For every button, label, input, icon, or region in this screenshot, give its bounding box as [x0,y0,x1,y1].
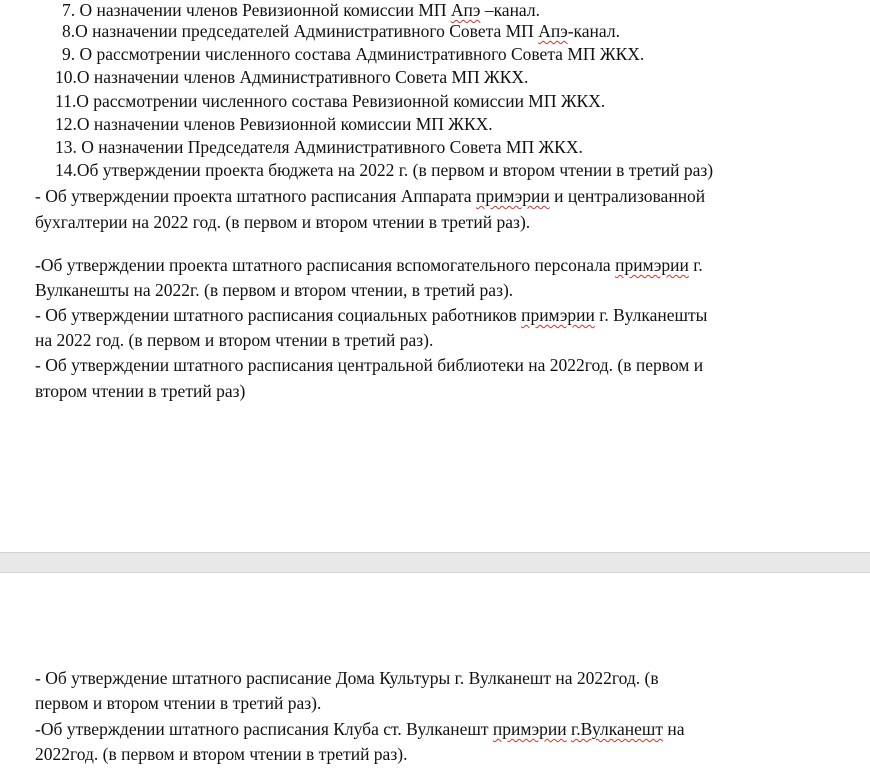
spellcheck-word: Апэ [450,0,481,20]
item-number: 10. [55,67,77,87]
agenda-item-9 [62,43,644,65]
text: г. [688,255,703,275]
paragraph-line [35,185,705,207]
paragraph-line: 2022год. (в первом и втором чтении в третий раз). [35,744,408,764]
paragraph-line: втором чтении в третий раз) [35,381,246,401]
text: на [663,719,685,739]
spellcheck-word: примэрии [615,255,689,275]
agenda-item-10 [55,66,528,88]
text: -Об утверждении проекта штатного расписания вспомогательного персонала [35,255,616,275]
spellcheck-word: примэрии [492,719,567,739]
text: -Об утверждении штатного расписания Клуба ст. Вулканешт [35,719,493,739]
document-page-2 [0,573,870,771]
item-text: О рассмотрении численного состава Ревизионной комиссии МП ЖКХ. [76,91,606,111]
spellcheck-word: примэрии [521,305,595,325]
paragraph-line: - Об утверждении штатного расписания центральной библиотеки на 2022год. (в первом и [35,355,704,375]
item-text: О назначении председателей Административного Совета МП [75,21,539,41]
agenda-item-12 [55,113,493,135]
paragraph-line: на 2022 год. (в первом и втором чтении в третий раз). [35,330,434,350]
item-text-end: –канал. [480,0,540,20]
item-text: О назначении членов Ревизионной комиссии МП ЖКХ. [76,114,493,134]
item-number: 12. [55,114,77,134]
agenda-item-11 [55,90,605,112]
spellcheck-word: Апэ [538,21,568,41]
item-text: О рассмотрении численного состава Административного Совета МП ЖКХ. [75,44,645,64]
item-text: Об утверждении проекта бюджета на 2022 г. (в первом и втором чтении в третий раз) [76,160,714,180]
paragraph-line: бухгалтерии на 2022 год. (в первом и втором чтении в третий раз). [35,212,531,232]
item-number: 7. [62,0,76,20]
item-number: 11. [55,91,77,111]
item-number: 13. [55,137,77,157]
text: - Об утверждении штатного расписания социальных работников [35,305,522,325]
paragraph-line: - Об утверждение штатного расписание Дома Культуры г. Вулканешт на 2022год. (в [35,668,659,688]
paragraph-line: первом и втором чтении в третий раз). [35,693,322,713]
text: г. Вулканешты [594,305,708,325]
item-text: О назначении членов Ревизионной комиссии МП [75,0,451,20]
paragraph-line [35,254,703,276]
spellcheck-word: примэрии [475,186,550,206]
agenda-item-7 [62,0,540,21]
item-number: 14. [55,160,77,180]
paragraph-line: Вулканешты на 2022г. (в первом и втором чтении, в третий раз). [35,280,514,300]
item-text: О назначении членов Административного Совета МП ЖКХ. [76,67,529,87]
item-number: 9. [62,44,76,64]
item-number: 8. [62,21,76,41]
paragraph-line [35,304,707,326]
paragraph-line [35,718,685,740]
text: - Об утверждении проекта штатного расписания Аппарата [35,186,476,206]
spellcheck-word: г.Вулканешт [571,719,664,739]
item-text-end: -канал. [567,21,620,41]
item-text: О назначении Председателя Административного Совета МП ЖКХ. [76,137,583,157]
page-break-gap [0,552,870,573]
agenda-item-13 [55,136,583,158]
agenda-item-14 [55,159,713,181]
agenda-item-8 [62,20,620,42]
text: и централизованной [549,186,706,206]
